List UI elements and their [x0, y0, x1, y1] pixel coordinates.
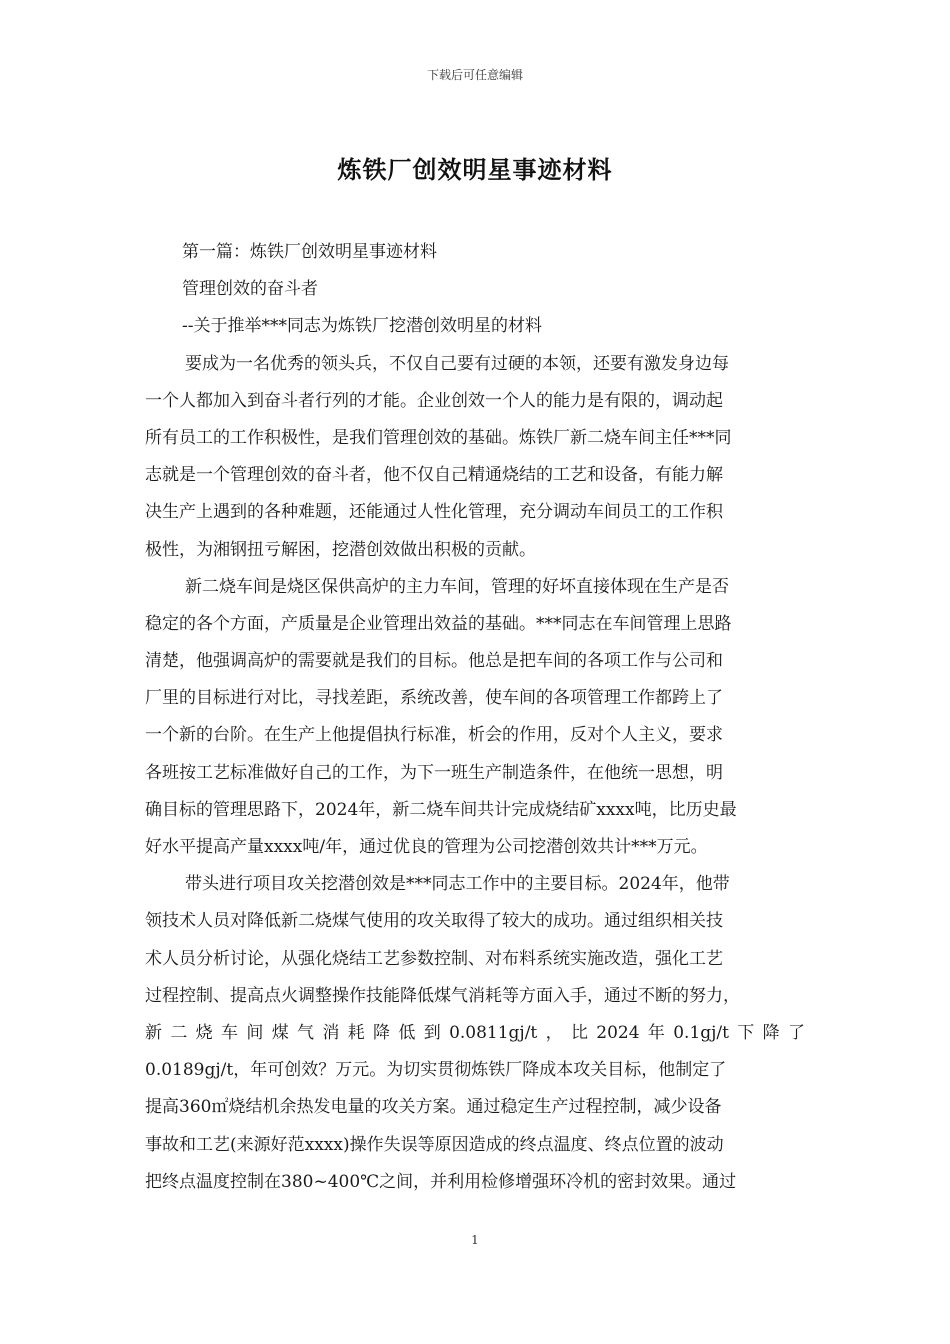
- document-body: [145, 234, 805, 1201]
- paragraph-line: 各班按工艺标准做好自己的工作，为下一班生产制造条件，在他统一思想，明: [145, 762, 723, 783]
- paragraph-line: 事故和工艺(来源好范xxxx)操作失误等原因造成的终点温度、终点位置的波动: [145, 1134, 724, 1155]
- paragraph-line: 领技术人员对降低新二烧煤气使用的攻关取得了较大的成功。通过组织相关技: [145, 911, 723, 932]
- paragraph-line: 术人员分析讨论，从强化烧结工艺参数控制、对布料系统实施改造，强化工艺: [145, 948, 723, 969]
- intro-line-subtitle: 管理创效的奋斗者: [182, 279, 318, 300]
- paragraph-line: 把终点温度控制在380~400℃之间，并利用检修增强环冷机的密封效果。通过: [145, 1171, 737, 1192]
- paragraph-line: 0.0189gj/t，年可创效？万元。为切实贯彻炼铁厂降成本攻关目标，他制定了: [145, 1060, 727, 1081]
- paragraph-line: 提高360㎡烧结机余热发电量的攻关方案。通过稳定生产过程控制，减少设备: [145, 1097, 722, 1118]
- paragraph-line: 新二烧车间是烧区保供高炉的主力车间，管理的好坏直接体现在生产是否: [185, 576, 729, 597]
- paragraph-line: 一个新的台阶。在生产上他提倡执行标准，析会的作用，反对个人主义，要求: [145, 725, 723, 746]
- paragraph-line: 志就是一个管理创效的奋斗者，他不仅自己精通烧结的工艺和设备，有能力解: [145, 465, 723, 486]
- document-title: 炼铁厂创效明星事迹材料: [337, 156, 613, 184]
- paragraph-line: 要成为一名优秀的领头兵，不仅自己要有过硬的本领，还要有激发身边每: [185, 353, 729, 374]
- paragraph-2: [145, 569, 805, 867]
- paragraph-line: 过程控制、提高点火调整操作技能降低煤气消耗等方面入手，通过不断的努力，: [145, 985, 740, 1006]
- paragraph-line: 决生产上遇到的各种难题，还能通过人性化管理，充分调动车间员工的工作积: [145, 502, 723, 523]
- intro-line-section-heading: 第一篇：炼铁厂创效明星事迹材料: [182, 242, 437, 262]
- paragraph-line: 厂里的目标进行对比，寻找差距，系统改善，使车间的各项管理工作都跨上了: [145, 688, 723, 709]
- paragraph-1: [145, 346, 805, 569]
- header-note: 下载后可任意编辑: [426, 68, 523, 82]
- paragraph-line: 清楚，他强调高炉的需要就是我们的目标。他总是把车间的各项工作与公司和: [145, 651, 723, 672]
- paragraph-line: 确目标的管理思路下，2024年，新二烧车间共计完成烧结矿xxxx吨，比历史最: [145, 799, 737, 820]
- paragraph-line: 极性，为湘钢扭亏解困，挖潜创效做出积极的贡献。: [145, 539, 536, 560]
- intro-line-recommendation: --关于推举***同志为炼铁厂挖潜创效明星的材料: [182, 316, 542, 337]
- paragraph-line: 新二烧车间煤气消耗降低到0.0811gj/t，比2024年0.1gj/t下降了: [145, 1022, 805, 1043]
- paragraph-3: [145, 866, 805, 1201]
- page-number: 1: [471, 1233, 479, 1247]
- paragraph-line: 一个人都加入到奋斗者行列的才能。企业创效一个人的能力是有限的，调动起: [145, 390, 723, 411]
- paragraph-line: 好水平提高产量xxxx吨/年，通过优良的管理为公司挖潜创效共计***万元。: [145, 837, 708, 857]
- paragraph-line: 带头进行项目攻关挖潜创效是***同志工作中的主要目标。2024年，他带: [185, 874, 730, 895]
- paragraph-line: 稳定的各个方面，产质量是企业管理出效益的基础。***同志在车间管理上思路: [145, 613, 732, 634]
- paragraph-line: 所有员工的工作积极性，是我们管理创效的基础。炼铁厂新二烧车间主任***同: [145, 427, 732, 448]
